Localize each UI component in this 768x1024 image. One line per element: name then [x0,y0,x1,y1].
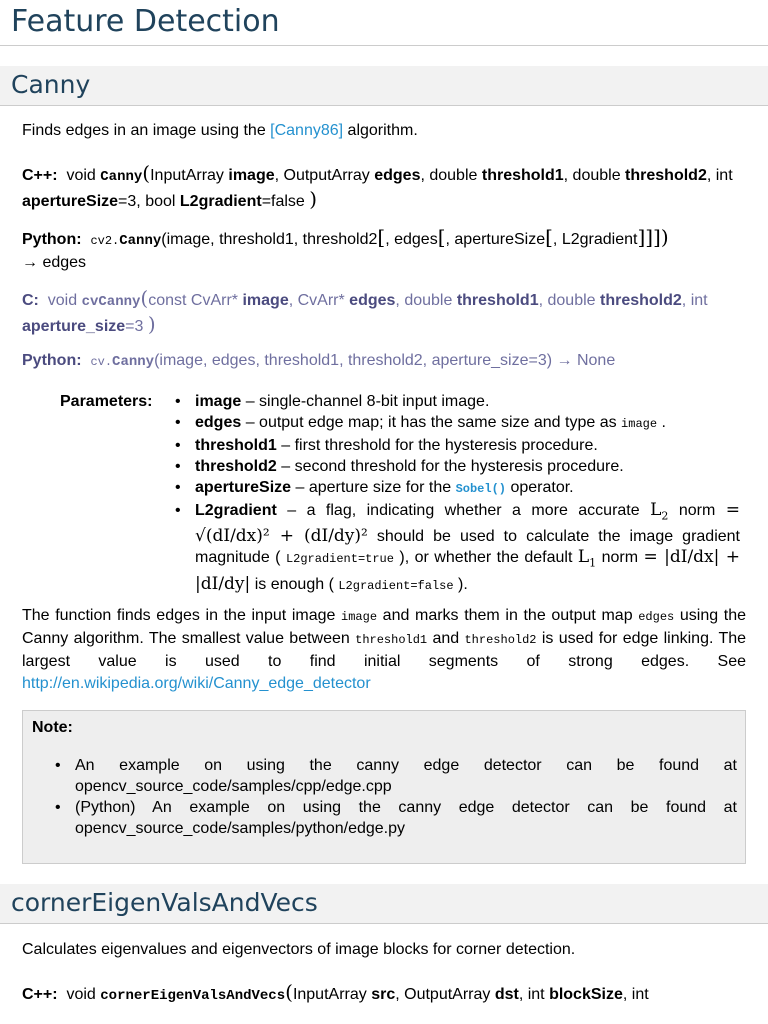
param-image: • image – single-channel 8-bit input image. [175,393,490,410]
corner-cpp-signature: C++: void cornerEigenValsAndVecs(InputArray src, OutputArray dst, int blockSize, int [22,980,649,1004]
parameters-label: Parameters: [60,393,153,410]
note-item: • (Python) An example on using the canny edge detector can be found at opencv_source_code/samples/python/edge.py [55,799,737,837]
note-title: Note: [32,719,73,736]
param-threshold1: • threshold1 – first threshold for the hysteresis procedure. [175,437,598,454]
l2-norm-formula: = √(dI/dx)² + (dI/dy)² [195,500,741,547]
section-heading-canny: Canny [0,66,768,106]
note-box [22,710,746,864]
param-threshold2: • threshold2 – second threshold for the hysteresis procedure. [175,458,624,475]
sobel-link[interactable]: Sobel() [455,482,506,496]
corner-intro: Calculates eigenvalues and eigenvectors of image blocks for corner detection. [22,941,576,958]
canny-cpp-signature: C++: void Canny(InputArray image, OutputArray edges, double threshold1, double threshold2, int apertureSize=3, bool L2gradient=false ) [22,161,733,211]
wikipedia-canny-link[interactable]: http://en.wikipedia.org/wiki/Canny_edge_detector [22,675,371,692]
param-l2gradient: • L2gradient – a flag, indicating whether a more accurate $L_2$ norm = √(dI/dx)² + (dI/dy)² should be used to calculate the image gradient magnitude ( L2gradient=true ), or whether the default $L_1$ norm = |dI/dx| + |dI/dy| is enough ( L2gradient=false ). [175,500,741,594]
canny86-reference-link[interactable]: [Canny86] [270,122,344,139]
canny-python-signature: Python: cv2.Canny(image, threshold1, threshold2[, edges[, apertureSize[, L2gradient]]]) → edges [22,225,669,271]
l1-norm-formula: = |dI/dx| + |dI/dy| [195,547,741,594]
canny-intro: Finds edges in an image using the [Canny86] algorithm. [22,122,418,139]
canny-description: The function finds edges in the input image image and marks them in the output map edges using the Canny algorithm. The smallest value between threshold1 and threshold2 is used for edge linking. The largest value is used to find initial segments of strong edges. See http://en.wikipedia.org/wiki/Canny_edge_detector [22,607,747,692]
note-item: • An example on using the canny edge detector can be found at opencv_source_code/samples/cpp/edge.cpp [55,757,737,795]
canny-legacy-python-signature: Python: cv.Canny(image, edges, threshold1, threshold2, aperture_size=3) → None [22,352,616,370]
param-aperturesize: • apertureSize – aperture size for the Sobel() operator. [175,479,574,496]
page-title: Feature Detection [0,0,768,46]
section-heading-cornereigenvalsandvecs: cornerEigenValsAndVecs [0,884,768,924]
param-edges: • edges – output edge map; it has the same size and type as image . [175,414,666,431]
canny-c-signature: C: void cvCanny(const CvArr* image, CvArr* edges, double threshold1, double threshold2, int aperture_size=3 ) [22,286,708,336]
